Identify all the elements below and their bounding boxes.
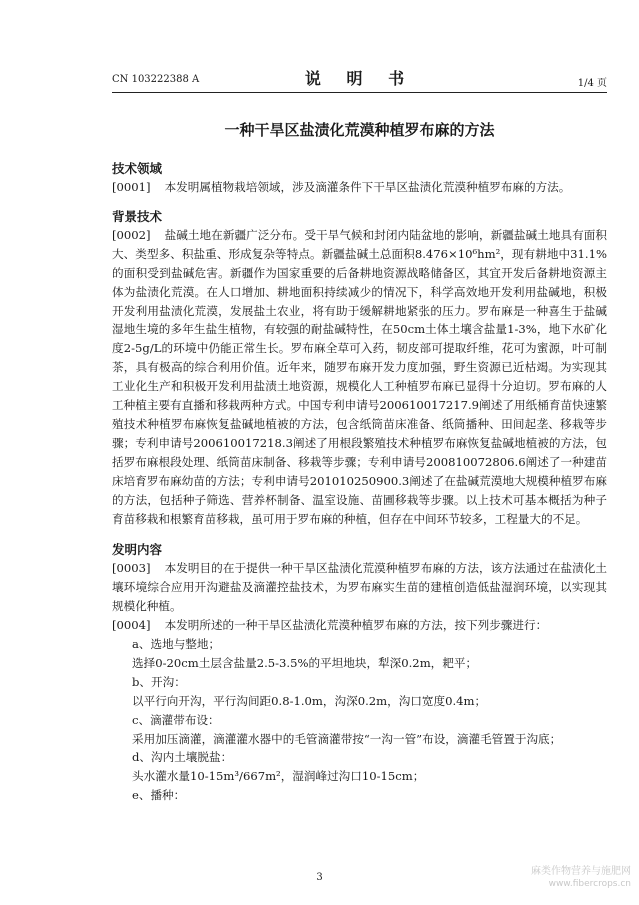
step-d-text: 头水灌水量10-15m³/667m²，湿润峰过沟口10-15cm；: [132, 769, 425, 784]
paragraph-number: [0001]: [112, 180, 151, 194]
site-watermark: [531, 866, 631, 890]
paragraph-0004: [112, 616, 607, 635]
paragraph-text: 本发明目的在于提供一种干旱区盐渍化荒漠种植罗布麻的方法，该方法通过在盐渍化土壤环境综合应用开沟避盐及滴灌控盐技术，为罗布麻实生苗的建植创造低盐湿润环境，以实现其规模化种植。: [112, 561, 607, 614]
paragraph-number: [0004]: [112, 618, 151, 633]
step-b-text: 以平行向开沟，平行沟间距0.8-1.0m，沟深0.2m，沟口宽度0.4m；: [132, 693, 487, 708]
page-header: [112, 66, 607, 93]
page-number: 3: [316, 872, 323, 883]
publication-number: CN 103222388 A: [112, 74, 200, 85]
page-indicator: 1/4 页: [577, 78, 607, 89]
paragraph-number: [0002]: [112, 227, 151, 242]
watermark-url: www.fibercrops.cn: [548, 879, 631, 889]
section-heading-tech-field: 技术领域: [112, 161, 163, 176]
paragraph-number: [0003]: [112, 561, 151, 576]
section-heading-invention: 发明内容: [112, 542, 163, 558]
step-d-heading: d、沟内土壤脱盐：: [132, 750, 233, 765]
document-type-title: 说 明 书: [304, 69, 415, 88]
paragraph-0003: [112, 559, 607, 616]
paragraph-text: 本发明属植物栽培领域，涉及滴灌条件下干旱区盐渍化荒漠种植罗布麻的方法。: [164, 180, 571, 194]
paragraph-text: 本发明所述的一种干旱区盐渍化荒漠种植罗布麻的方法，按下列步骤进行：: [164, 618, 548, 633]
paragraph-0002: [112, 226, 607, 529]
step-c-text: 采用加压滴灌，滴灌灌水器中的毛管滴灌带按“一沟一管”布设，滴灌毛管置于沟底；: [132, 731, 562, 746]
step-a-text: 选择0-20cm土层含盐量2.5-3.5%的平坦地块，犁深0.2m，耙平；: [132, 655, 478, 670]
step-e-heading: e、播种：: [132, 788, 186, 803]
step-a-heading: a、选地与整地；: [132, 637, 221, 652]
step-b-heading: b、开沟：: [132, 674, 186, 689]
paragraph-text: 盐碱土地在新疆广泛分布。受干旱气候和封闭内陆盆地的影响，新疆盐碱土地具有面积大、类型多、积盐重、形成复杂等特点。新疆盐碱土总面积8.476×10⁶hm²，现有耕地中31.1%的面积受到盐碱危害。新疆作为国家重要的后备耕地资源战略储备区，其宜开发后备耕地资源主体为盐渍化荒漠。在人口增加、耕地面积持续减少的情况下，科学高效地开发利用盐碱地，积极开发利用盐渍化荒漠，发展盐土农业，将有助于缓解耕地紧张的压力。罗布麻是一种喜生于盐碱湿地生境的多年生盐生植物，有较强的耐盐碱特性，在50cm土体土壤含盐量1-3%，地下水矿化度2-5g/L的环境中仍能正常生长。罗布麻全草可入药，韧皮部可提取纤维，花可为蜜源，叶可制茶，具有极高的综合利用价值。近年来，随罗布麻开发力度加强，野生资源已近枯竭。为实现其工业化生产和积极开发利用盐渍土地资源，规模化人工种植罗布麻已显得十分迫切。罗布麻的人工种植主要有直播和移栽两种方式。中国专利申请号200610017217.9阐述了用纸桶育苗快速繁殖技术种植罗布麻恢复盐碱地植被的方法，包含纸筒苗床准备、纸筒播种、田间起垄、移栽等步骤；专利申请号200610017218.3阐述了用根段繁殖技术种植罗布麻恢复盐碱地植被的方法，包括罗布麻根段处理、纸筒苗床制备、移栽等步骤；专利申请号200810072806.6阐述了一种建苗床培育罗布麻幼苗的方法；专利申请号201010250900.3阐述了在盐碱荒漠地大规模种植罗布麻的方法，包括种子筛选、营养杯制备、温室设施、苗圃移栽等步骤。以上技术可基本概括为种子育苗移栽和根繁育苗移栽，虽可用于罗布麻的种植，但存在中间环节较多，工程量大的不足。: [112, 227, 607, 526]
paragraph-0001: [112, 178, 607, 197]
document-body: [112, 160, 607, 805]
section-heading-background: 背景技术: [112, 208, 163, 224]
step-c-heading: c、滴灌带布设：: [132, 712, 220, 727]
invention-title: 一种干旱区盐渍化荒漠种植罗布麻的方法: [224, 121, 495, 139]
watermark-site-name: 麻类作物营养与施肥网: [531, 866, 631, 877]
